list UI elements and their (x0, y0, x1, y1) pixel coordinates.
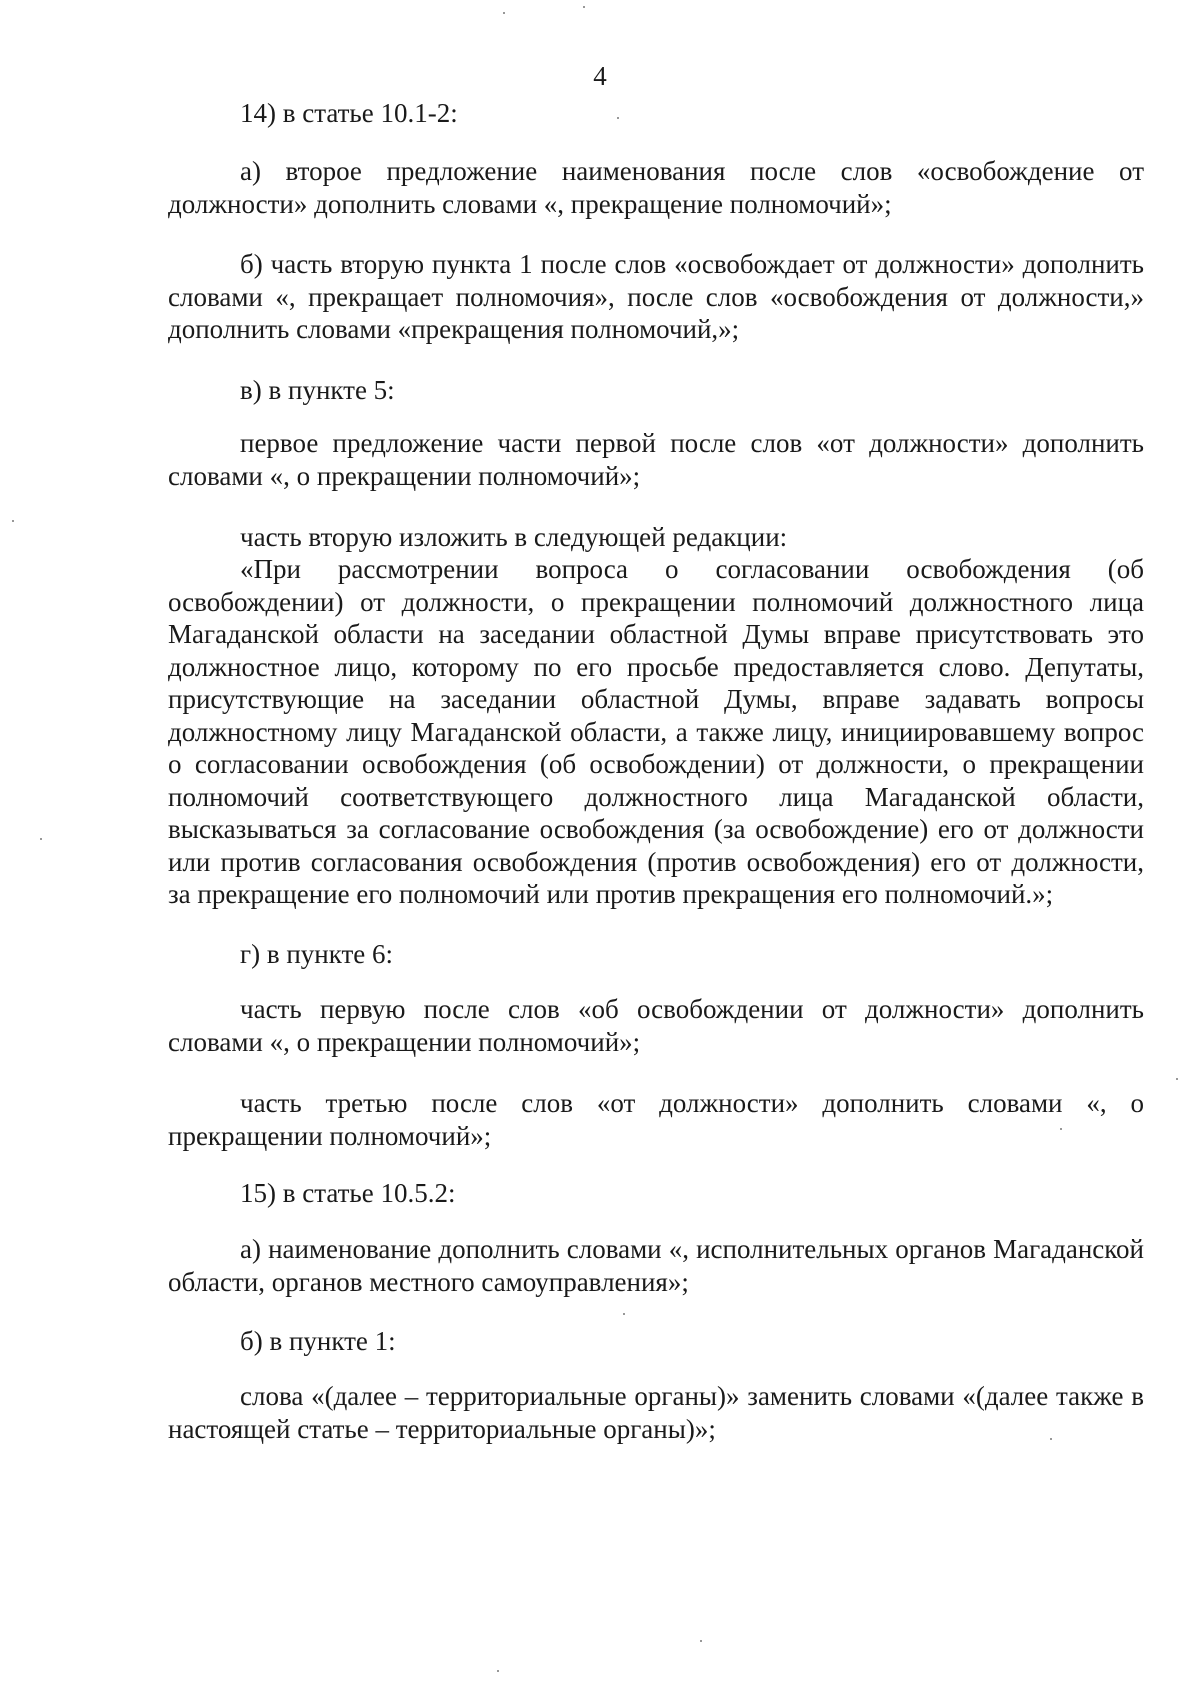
paragraph-item-b-point-1: б) в пункте 1: (240, 1326, 396, 1356)
page-number: 4 (593, 61, 607, 91)
scan-speck (617, 117, 619, 119)
paragraph-part-first: часть первую после слов «об освобождении от должности» дополнить словами «, о прекращении полномочий»; (168, 994, 1144, 1057)
paragraph-part-third: часть третью после слов «от должности» дополнить словами «, о прекращении полномочий»; (168, 1088, 1144, 1151)
paragraph-item-b: б) часть вторую пункта 1 после слов «освобождает от должности» дополнить словами «, прекращает полномочия», после слов «освобождения от должности,» дополнить словами «прекращения полномочий,»; (168, 249, 1144, 344)
paragraph-naming-item-a: а) наименование дополнить словами «, исполнительных органов Магаданской области, органов местного самоуправления»; (168, 1234, 1144, 1297)
scan-speck (497, 1670, 499, 1672)
scan-speck (40, 838, 42, 840)
scan-speck (700, 1640, 702, 1642)
paragraph-part-two-intro: часть вторую изложить в следующей редакции: (240, 522, 788, 552)
paragraph-article-15-heading: 15) в статье 10.5.2: (240, 1178, 456, 1208)
scan-speck (583, 6, 585, 8)
scan-speck (12, 520, 14, 522)
scan-speck (1060, 1128, 1062, 1130)
paragraph-article-14-heading: 14) в статье 10.1-2: (240, 98, 458, 128)
scan-speck (503, 12, 505, 14)
scan-speck (1176, 1078, 1178, 1080)
paragraph-item-v-heading: в) в пункте 5: (240, 375, 395, 405)
scan-speck (1050, 1438, 1052, 1440)
paragraph-part-one: первое предложение части первой после слов «от должности» дополнить словами «, о прекращении полномочий»; (168, 428, 1144, 491)
paragraph-item-a: а) второе предложение наименования после слов «освобождение от должности» дополнить словами «, прекращение полномочий»; (168, 156, 1144, 219)
scan-speck (623, 1313, 625, 1315)
paragraph-item-g-heading: г) в пункте 6: (240, 939, 394, 969)
paragraph-words-replace: слова «(далее – территориальные органы)» заменить словами «(далее также в настоящей статье – территориальные органы)»; (168, 1381, 1144, 1444)
paragraph-quoted-text: «При рассмотрении вопроса о согласовании освобождения (об освобождении) от должности, о прекращении полномочий должностного лица Магаданской области на заседании областной Думы вправе присутствовать это должностное лицо, которому по его просьбе предоставляется слово. Депутаты, присутствующие на заседании областной Думы, вправе задавать вопросы должностному лицу Магаданской области, а также лицу, инициировавшему вопрос о согласовании освобождения (об освобождении) от должности, о прекращении полномочий соответствующего должностного лица Магаданской области, высказываться за согласование освобождения (за освобождение) его от должности или против согласования освобождения (против освобождения) его от должности, за прекращение его полномочий или против прекращения его полномочий.»; (168, 554, 1144, 909)
